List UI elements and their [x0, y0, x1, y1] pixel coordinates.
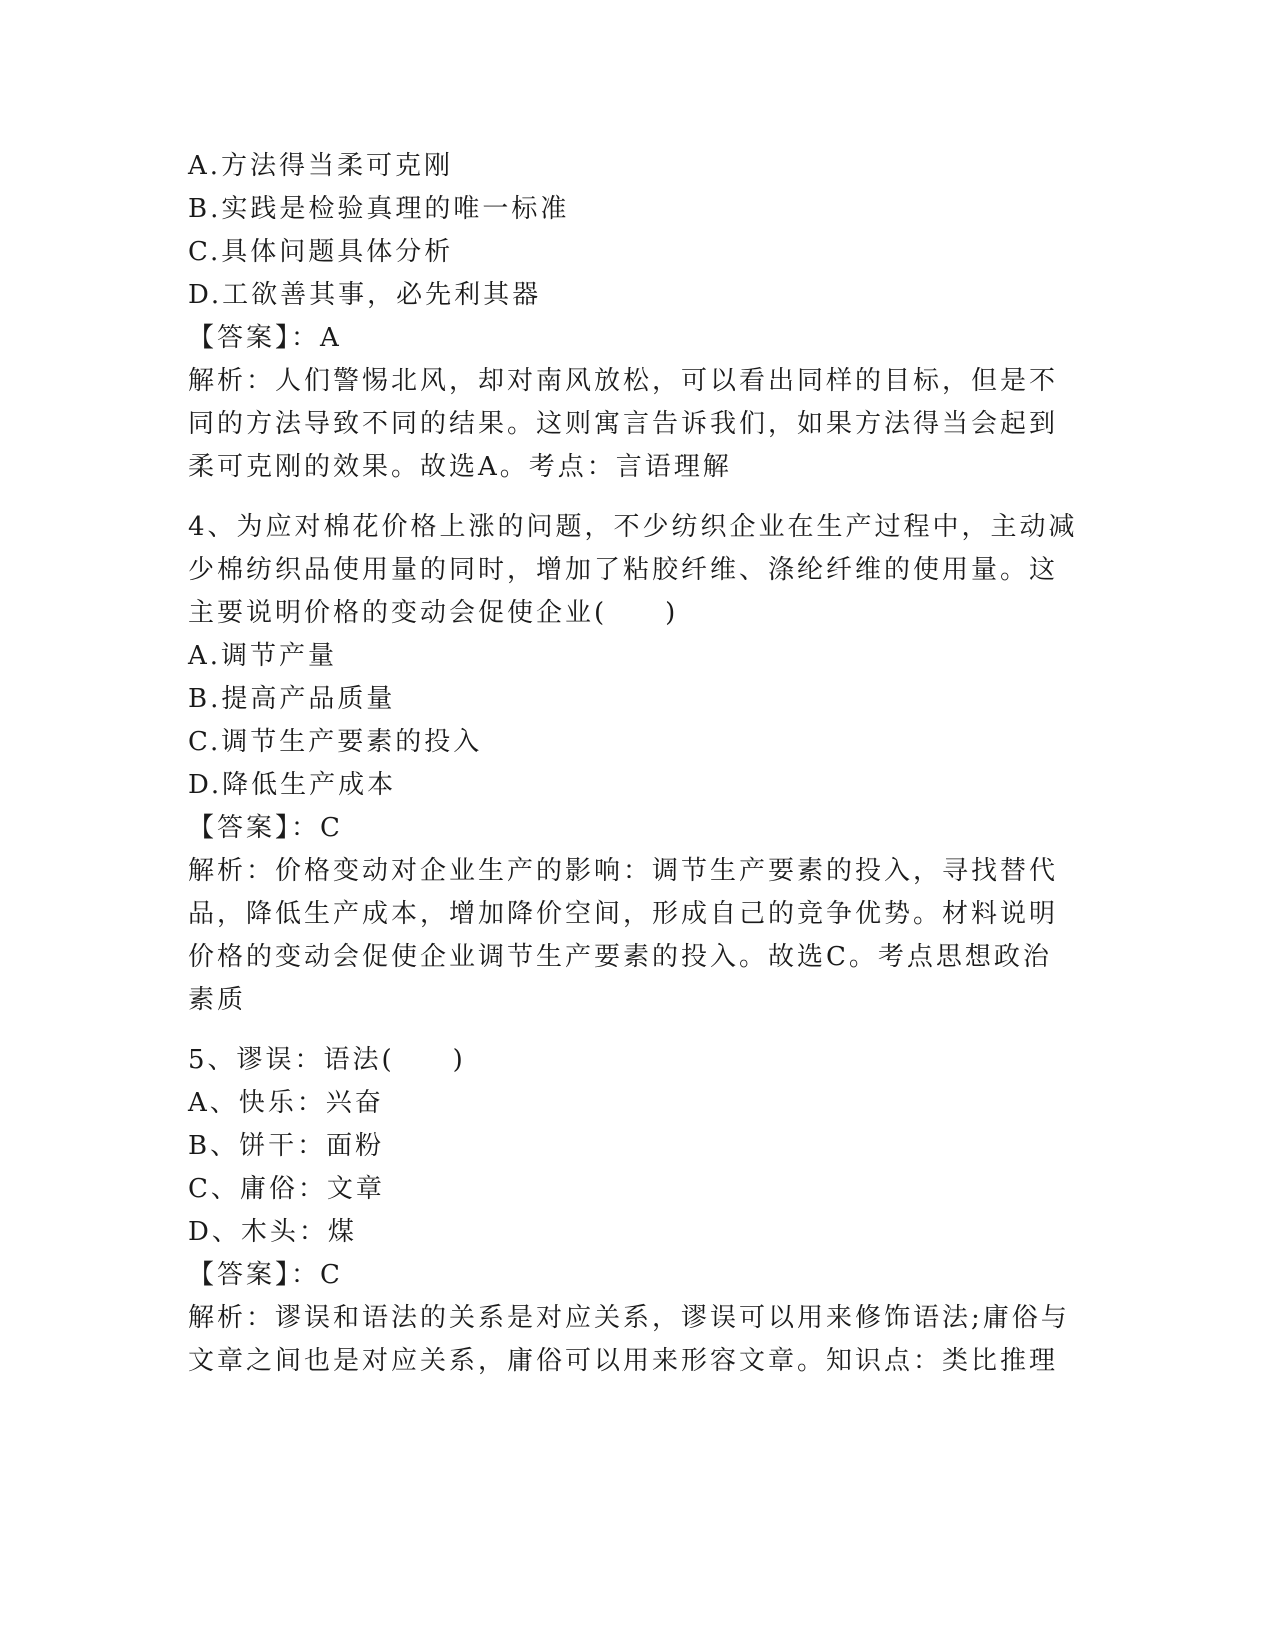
question-text: 5、谬误：语法( ) [188, 1045, 466, 1075]
question-text: 4、为应对棉花价格上涨的问题，不少纺织企业在生产过程中，主动减少棉纺织品使用量的同时，增加了粘胶纤维、涤纶纤维的使用量。这主要说明价格的变动会促使企业( ) [188, 512, 1078, 628]
question-5-block [188, 1039, 1088, 1383]
option-c: C、庸俗：文章 [188, 1174, 385, 1204]
answer: 【答案】：C [188, 1260, 343, 1290]
question-4-block [188, 506, 1088, 1022]
option-d: D.工欲善其事，必先利其器 [188, 280, 542, 310]
question-3-block [188, 145, 1088, 489]
option-b: B、饼干：面粉 [188, 1131, 385, 1161]
analysis: 解析：价格变动对企业生产的影响：调节生产要素的投入，寻找替代品，降低生产成本，增加降价空间，形成自己的竞争优势。材料说明价格的变动会促使企业调节生产要素的投入。故选C。考点思想政治素质 [188, 856, 1059, 1015]
option-a: A.调节产量 [188, 641, 338, 671]
document-page [188, 145, 1088, 1383]
answer: 【答案】：C [188, 813, 343, 843]
option-c: C.具体问题具体分析 [188, 237, 454, 267]
option-b: B.实践是检验真理的唯一标准 [188, 194, 570, 224]
analysis: 解析：人们警惕北风，却对南风放松，可以看出同样的目标，但是不同的方法导致不同的结果。这则寓言告诉我们，如果方法得当会起到柔可克刚的效果。故选A。考点：言语理解 [188, 366, 1059, 482]
answer: 【答案】：A [188, 323, 342, 353]
spacer [188, 489, 1088, 506]
analysis: 解析：谬误和语法的关系是对应关系，谬误可以用来修饰语法;庸俗与文章之间也是对应关系，庸俗可以用来形容文章。知识点：类比推理 [188, 1303, 1070, 1376]
option-c: C.调节生产要素的投入 [188, 727, 483, 757]
spacer [188, 1022, 1088, 1039]
option-a: A、快乐：兴奋 [188, 1088, 384, 1118]
option-d: D、木头：煤 [188, 1217, 357, 1247]
option-b: B.提高产品质量 [188, 684, 396, 714]
option-a: A.方法得当柔可克刚 [188, 151, 454, 181]
option-d: D.降低生产成本 [188, 770, 397, 800]
